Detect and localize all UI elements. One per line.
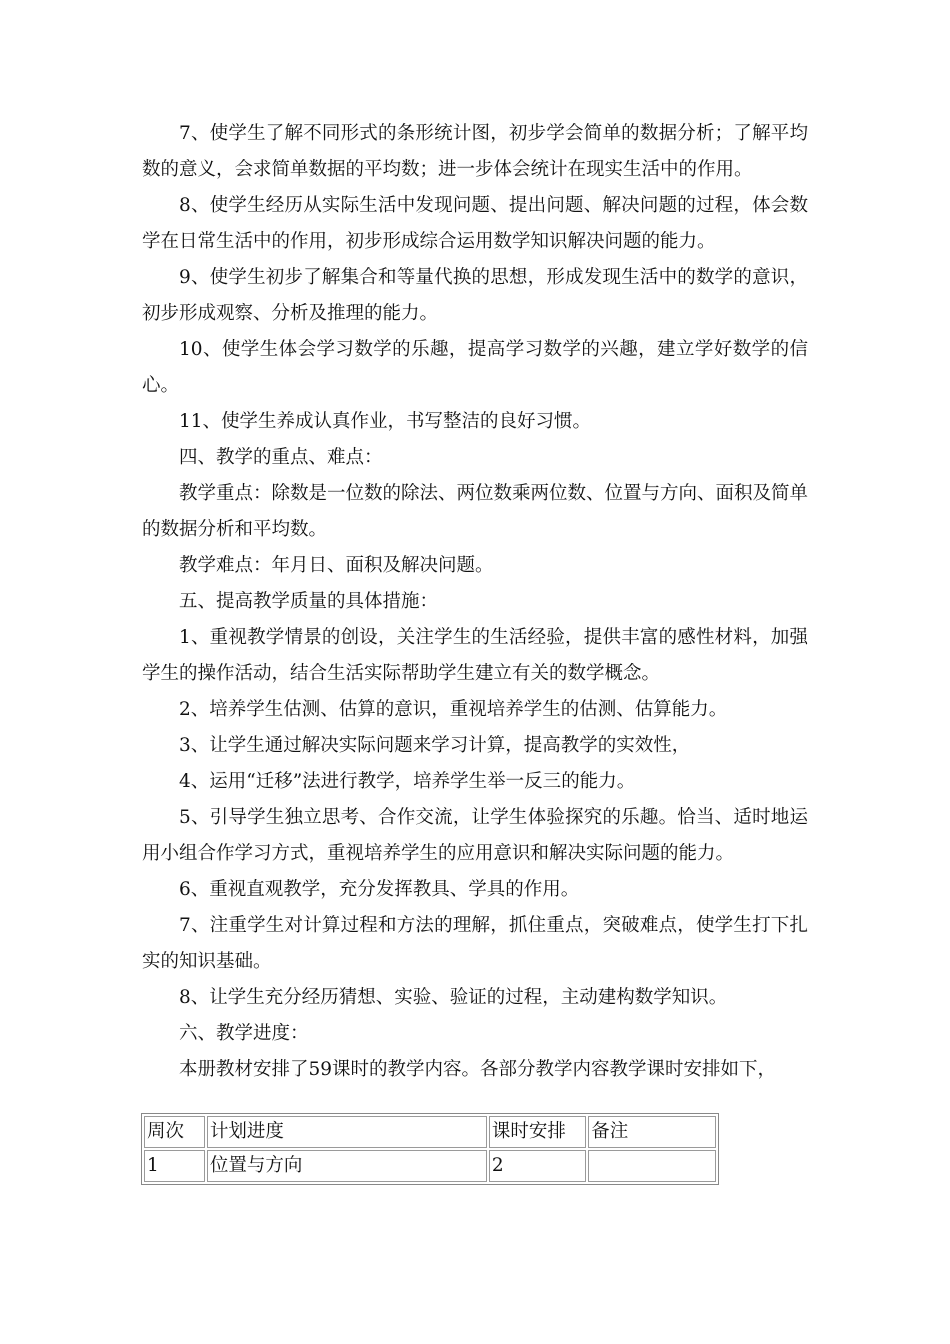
header-cell-plan: 计划进度	[207, 1116, 487, 1148]
paragraph-goal-11: 11、使学生养成认真作业，书写整洁的良好习惯。	[179, 411, 592, 432]
paragraph-goal-7: 7、使学生了解不同形式的条形统计图，初步学会简单的数据分析；了解平均数的意义，会求简单数据的平均数；进一步体会统计在现实生活中的作用。	[142, 123, 808, 180]
cell-week: 1	[144, 1150, 205, 1182]
paragraph-measure-1: 1、重视教学情景的创设，关注学生的生活经验，提供丰富的感性材料，加强学生的操作活动，结合生活实际帮助学生建立有关的数学概念。	[142, 627, 808, 684]
paragraph-goal-8: 8、使学生经历从实际生活中发现问题、提出问题、解决问题的过程，体会数学在日常生活中的作用，初步形成综合运用数学知识解决问题的能力。	[142, 195, 808, 252]
section-heading-key-points: 四、教学的重点、难点：	[179, 447, 383, 468]
paragraph-goal-10: 10、使学生体会学习数学的乐趣，提高学习数学的兴趣，建立学好数学的信心。	[142, 339, 808, 396]
paragraph-measure-6: 6、重视直观教学，充分发挥教具、学具的作用。	[179, 879, 580, 900]
paragraph-goal-9: 9、使学生初步了解集合和等量代换的思想，形成发现生活中的数学的意识，初步形成观察、分析及推理的能力。	[142, 267, 808, 324]
header-cell-notes: 备注	[588, 1116, 716, 1148]
header-cell-week: 周次	[144, 1116, 205, 1148]
paragraph-measure-2: 2、培养学生估测、估算的意识，重视培养学生的估测、估算能力。	[179, 699, 728, 720]
paragraph-key-points: 教学重点：除数是一位数的除法、两位数乘两位数、位置与方向、面积及简单的数据分析和平均数。	[142, 483, 809, 540]
paragraph-measure-4: 4、运用“迁移”法进行教学，培养学生举一反三的能力。	[179, 771, 636, 792]
cell-plan: 位置与方向	[207, 1150, 487, 1182]
paragraph-measure-8: 8、让学生充分经历猜想、实验、验证的过程，主动建构数学知识。	[179, 987, 728, 1008]
paragraph-measure-7: 7、注重学生对计算过程和方法的理解，抓住重点，突破难点，使学生打下扎实的知识基础。	[142, 915, 808, 972]
cell-notes	[588, 1150, 716, 1182]
table-header-row	[144, 1116, 716, 1148]
section-heading-measures: 五、提高教学质量的具体措施：	[179, 591, 439, 612]
schedule-table	[141, 1113, 719, 1185]
section-heading-schedule: 六、教学进度：	[179, 1023, 309, 1044]
paragraph-schedule-intro: 本册教材安排了59课时的教学内容。各部分教学内容教学课时安排如下，	[179, 1059, 777, 1080]
header-cell-hours: 课时安排	[489, 1116, 586, 1148]
cell-hours: 2	[489, 1150, 586, 1182]
table-row	[144, 1150, 716, 1182]
paragraph-measure-5: 5、引导学生独立思考、合作交流，让学生体验探究的乐趣。恰当、适时地运用小组合作学习方式，重视培养学生的应用意识和解决实际问题的能力。	[142, 807, 808, 864]
paragraph-measure-3: 3、让学生通过解决实际问题来学习计算，提高教学的实效性，	[179, 735, 691, 756]
paragraph-difficulties: 教学难点：年月日、面积及解决问题。	[179, 555, 494, 576]
